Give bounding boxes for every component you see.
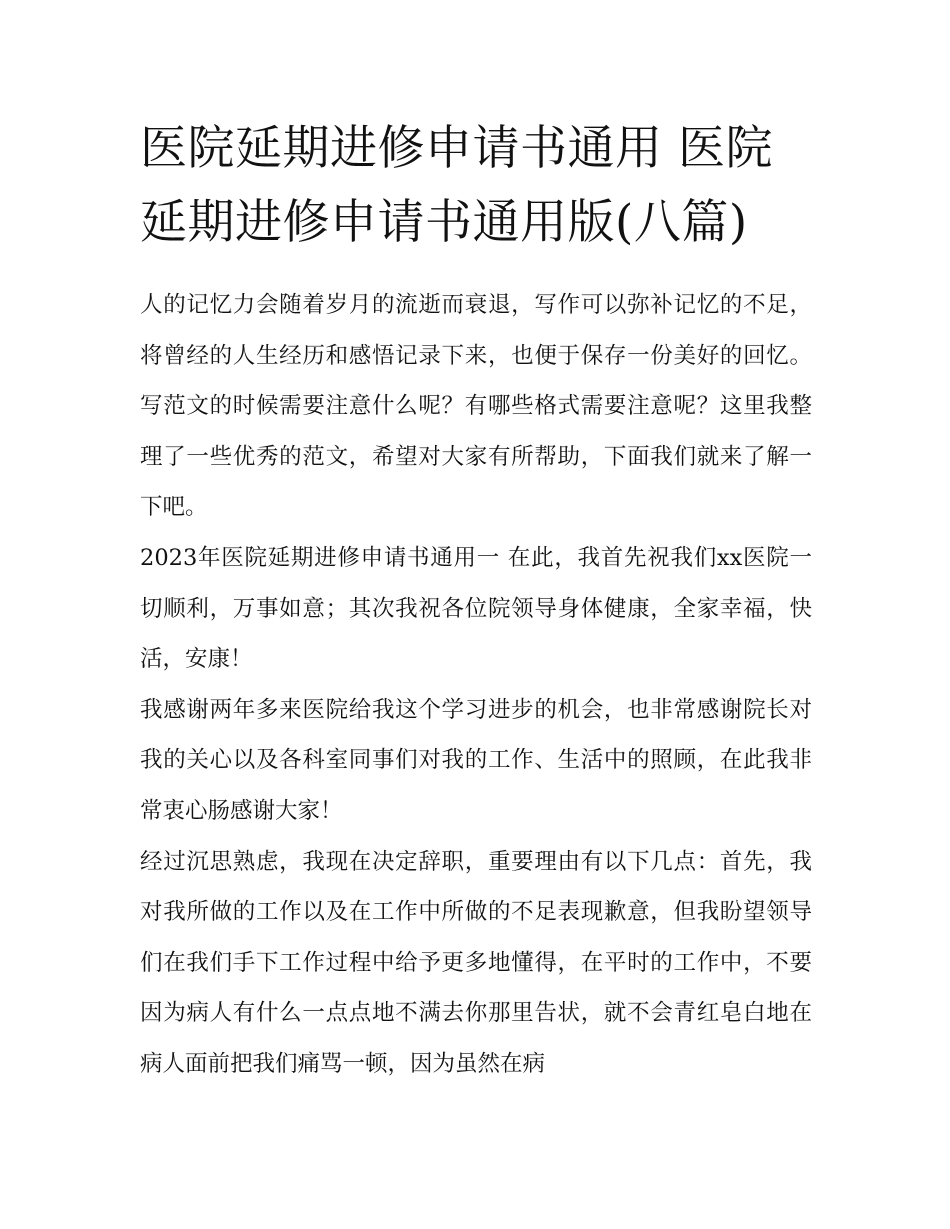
- paragraph-thanks: 我感谢两年多来医院给我这个学习进步的机会，也非常感谢院长对我的关心以及各科室同事们对我的工作、生活中的照顾，在此我非常衷心肠感谢大家！: [140, 696, 812, 824]
- paragraph-reasons: 经过沉思熟虑，我现在决定辞职，重要理由有以下几点：首先，我对我所做的工作以及在工作中所做的不足表现歉意，但我盼望领导们在我们手下工作过程中给予更多地懂得，在平时的工作中，不要因为病人有什么一点点地不满去你那里告状，就不会青红皂白地在病人面前把我们痛骂一顿，因为虽然在病: [140, 848, 812, 1077]
- document-title: 医院延期进修申请书通用 医院延期进修申请书通用版(八篇): [140, 121, 773, 250]
- paragraph-greeting: 2023年医院延期进修申请书通用一 在此，我首先祝我们xx医院一切顺利，万事如意；其次我祝各位院领导身体健康，全家幸福，快活，安康！: [140, 544, 812, 673]
- document-body: [140, 280, 812, 1090]
- paragraph-intro: 人的记忆力会随着岁月的流逝而衰退，写作可以弥补记忆的不足，将曾经的人生经历和感悟记录下来，也便于保存一份美好的回忆。写范文的时候需要注意什么呢？有哪些格式需要注意呢？这里我整理了一些优秀的范文，希望对大家有所帮助，下面我们就来了解一下吧。: [140, 292, 812, 521]
